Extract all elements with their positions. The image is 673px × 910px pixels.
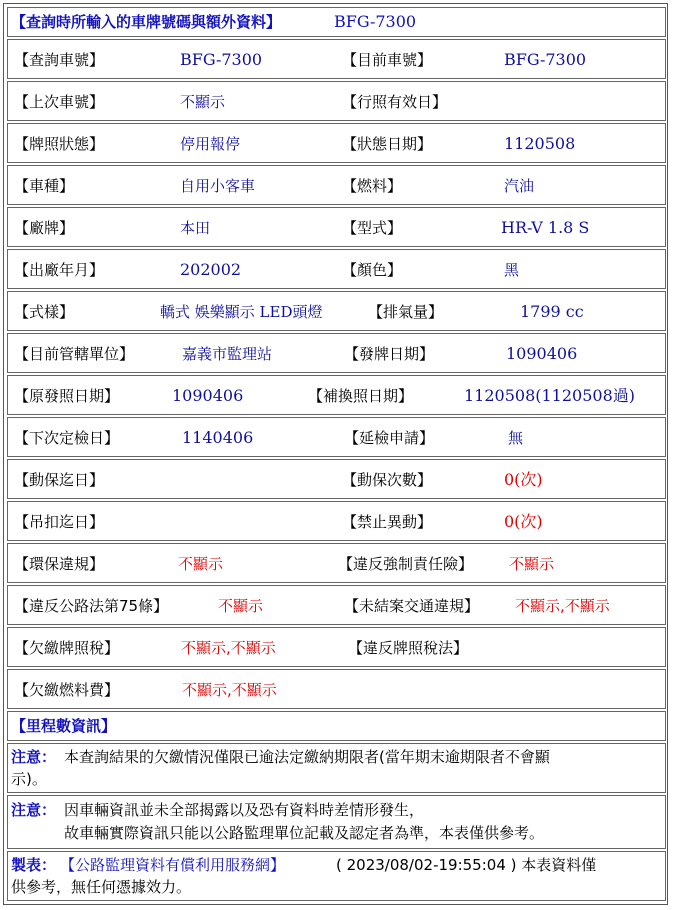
field-label: 【牌照狀態】 <box>14 135 105 153</box>
field-value: HR-V 1.8 S <box>501 218 590 237</box>
info-row <box>7 543 666 583</box>
field-value: 0(次) <box>504 470 543 489</box>
field-label: 【車種】 <box>14 177 75 195</box>
field-value: 黑 <box>504 261 520 279</box>
field-value: 自用小客車 <box>180 177 256 195</box>
field-label: 【燃料】 <box>342 177 403 195</box>
field-label: 【動保迄日】 <box>14 471 105 489</box>
info-row <box>7 291 666 331</box>
field-label: 【違反牌照稅法】 <box>348 639 469 657</box>
field-value: BFG-7300 <box>504 50 587 69</box>
footer-label: 製表： <box>11 856 57 874</box>
footer-line: 供參考，無任何憑據效力。 <box>11 878 192 896</box>
field-value: 不顯示 <box>180 93 226 111</box>
field-label: 【狀態日期】 <box>342 135 433 153</box>
field-value: 1090406 <box>172 386 244 405</box>
field-label: 【吊扣迄日】 <box>14 513 105 531</box>
notice-label: 注意： <box>11 748 57 766</box>
notice-line: 因車輛資訊並未全部揭露以及恐有資料時差情形發生， <box>64 801 425 819</box>
field-value: 1799 cc <box>520 302 584 321</box>
info-row <box>7 585 666 625</box>
field-value: 無 <box>508 429 524 447</box>
field-label: 【發牌日期】 <box>344 345 435 363</box>
notice-unpaid <box>7 743 666 793</box>
field-label: 【環保違規】 <box>14 555 105 573</box>
notice-line: 本查詢結果的欠繳情況僅限已逾法定繳納期限者(當年期末逾期限者不會顯 <box>64 748 550 766</box>
field-value: 轎式 娛樂顯示 LED頭燈 <box>160 303 323 321</box>
field-value: 0(次) <box>504 512 543 531</box>
field-label: 【未結案交通違規】 <box>344 597 480 615</box>
query-header-label: 【查詢時所輸入的車牌號碼與額外資料】 <box>11 13 282 31</box>
field-label: 【式樣】 <box>14 303 75 321</box>
field-value: 不顯示 <box>218 597 264 615</box>
field-value: 不顯示,不顯示 <box>515 597 610 615</box>
info-row <box>7 123 666 163</box>
info-row <box>7 459 666 499</box>
field-label: 【欠繳燃料費】 <box>14 681 120 699</box>
field-label: 【下次定檢日】 <box>14 429 120 447</box>
query-header-value: BFG-7300 <box>334 12 417 31</box>
field-label: 【廠牌】 <box>14 219 75 237</box>
field-value: 不顯示,不顯示 <box>182 681 277 699</box>
field-label: 【欠繳牌照稅】 <box>14 639 120 657</box>
footer-row <box>7 851 666 901</box>
mileage-label: 【里程數資訊】 <box>11 717 117 735</box>
field-label: 【型式】 <box>342 219 403 237</box>
field-value: 202002 <box>180 260 242 279</box>
notice-line: 示)。 <box>11 770 47 788</box>
field-label: 【目前管轄單位】 <box>14 345 135 363</box>
field-label: 【排氣量】 <box>368 303 444 321</box>
info-row <box>7 375 666 415</box>
field-label: 【顏色】 <box>342 261 403 279</box>
field-value: 不顯示,不顯示 <box>181 639 276 657</box>
info-row <box>7 501 666 541</box>
field-label: 【上次車號】 <box>14 93 105 111</box>
field-label: 【違反公路法第75條】 <box>14 597 169 615</box>
field-label: 【延檢申請】 <box>344 429 435 447</box>
field-value: 1140406 <box>182 428 254 447</box>
field-label: 【查詢車號】 <box>14 51 105 69</box>
info-row <box>7 417 666 457</box>
field-label: 【違反強制責任險】 <box>338 555 474 573</box>
info-row <box>7 39 666 79</box>
field-value: 1120508 <box>504 134 576 153</box>
field-label: 【行照有效日】 <box>342 93 448 111</box>
field-label: 【禁止異動】 <box>342 513 433 531</box>
info-row <box>7 81 666 121</box>
notice-label: 注意： <box>11 801 57 819</box>
info-row <box>7 333 666 373</box>
info-row <box>7 669 666 709</box>
info-row <box>7 627 666 667</box>
query-header-row <box>7 7 666 37</box>
field-value: 停用報停 <box>180 135 241 153</box>
field-value: 嘉義市監理站 <box>182 345 273 363</box>
field-value: BFG-7300 <box>180 50 263 69</box>
notice-disclaimer <box>7 795 666 849</box>
field-value: 汽油 <box>504 177 535 195</box>
field-label: 【出廠年月】 <box>14 261 105 279</box>
info-row <box>7 207 666 247</box>
field-value: 不顯示 <box>178 555 224 573</box>
mileage-row <box>7 711 666 741</box>
footer-timestamp: ( 2023/08/02-19:55:04 ) 本表資料僅 <box>336 856 597 874</box>
field-value: 1120508(1120508過) <box>464 386 636 405</box>
field-value: 本田 <box>180 219 211 237</box>
field-label: 【動保次數】 <box>342 471 433 489</box>
footer-source: 【公路監理資料有償利用服務網】 <box>60 856 286 874</box>
field-label: 【原發照日期】 <box>14 387 120 405</box>
field-label: 【目前車號】 <box>342 51 433 69</box>
field-value: 1090406 <box>506 344 578 363</box>
info-row <box>7 249 666 289</box>
notice-line: 故車輛實際資訊只能以公路監理單位記載及認定者為準，本表僅供參考。 <box>64 824 545 842</box>
field-value: 不顯示 <box>509 555 555 573</box>
info-row <box>7 165 666 205</box>
field-label: 【補換照日期】 <box>308 387 414 405</box>
